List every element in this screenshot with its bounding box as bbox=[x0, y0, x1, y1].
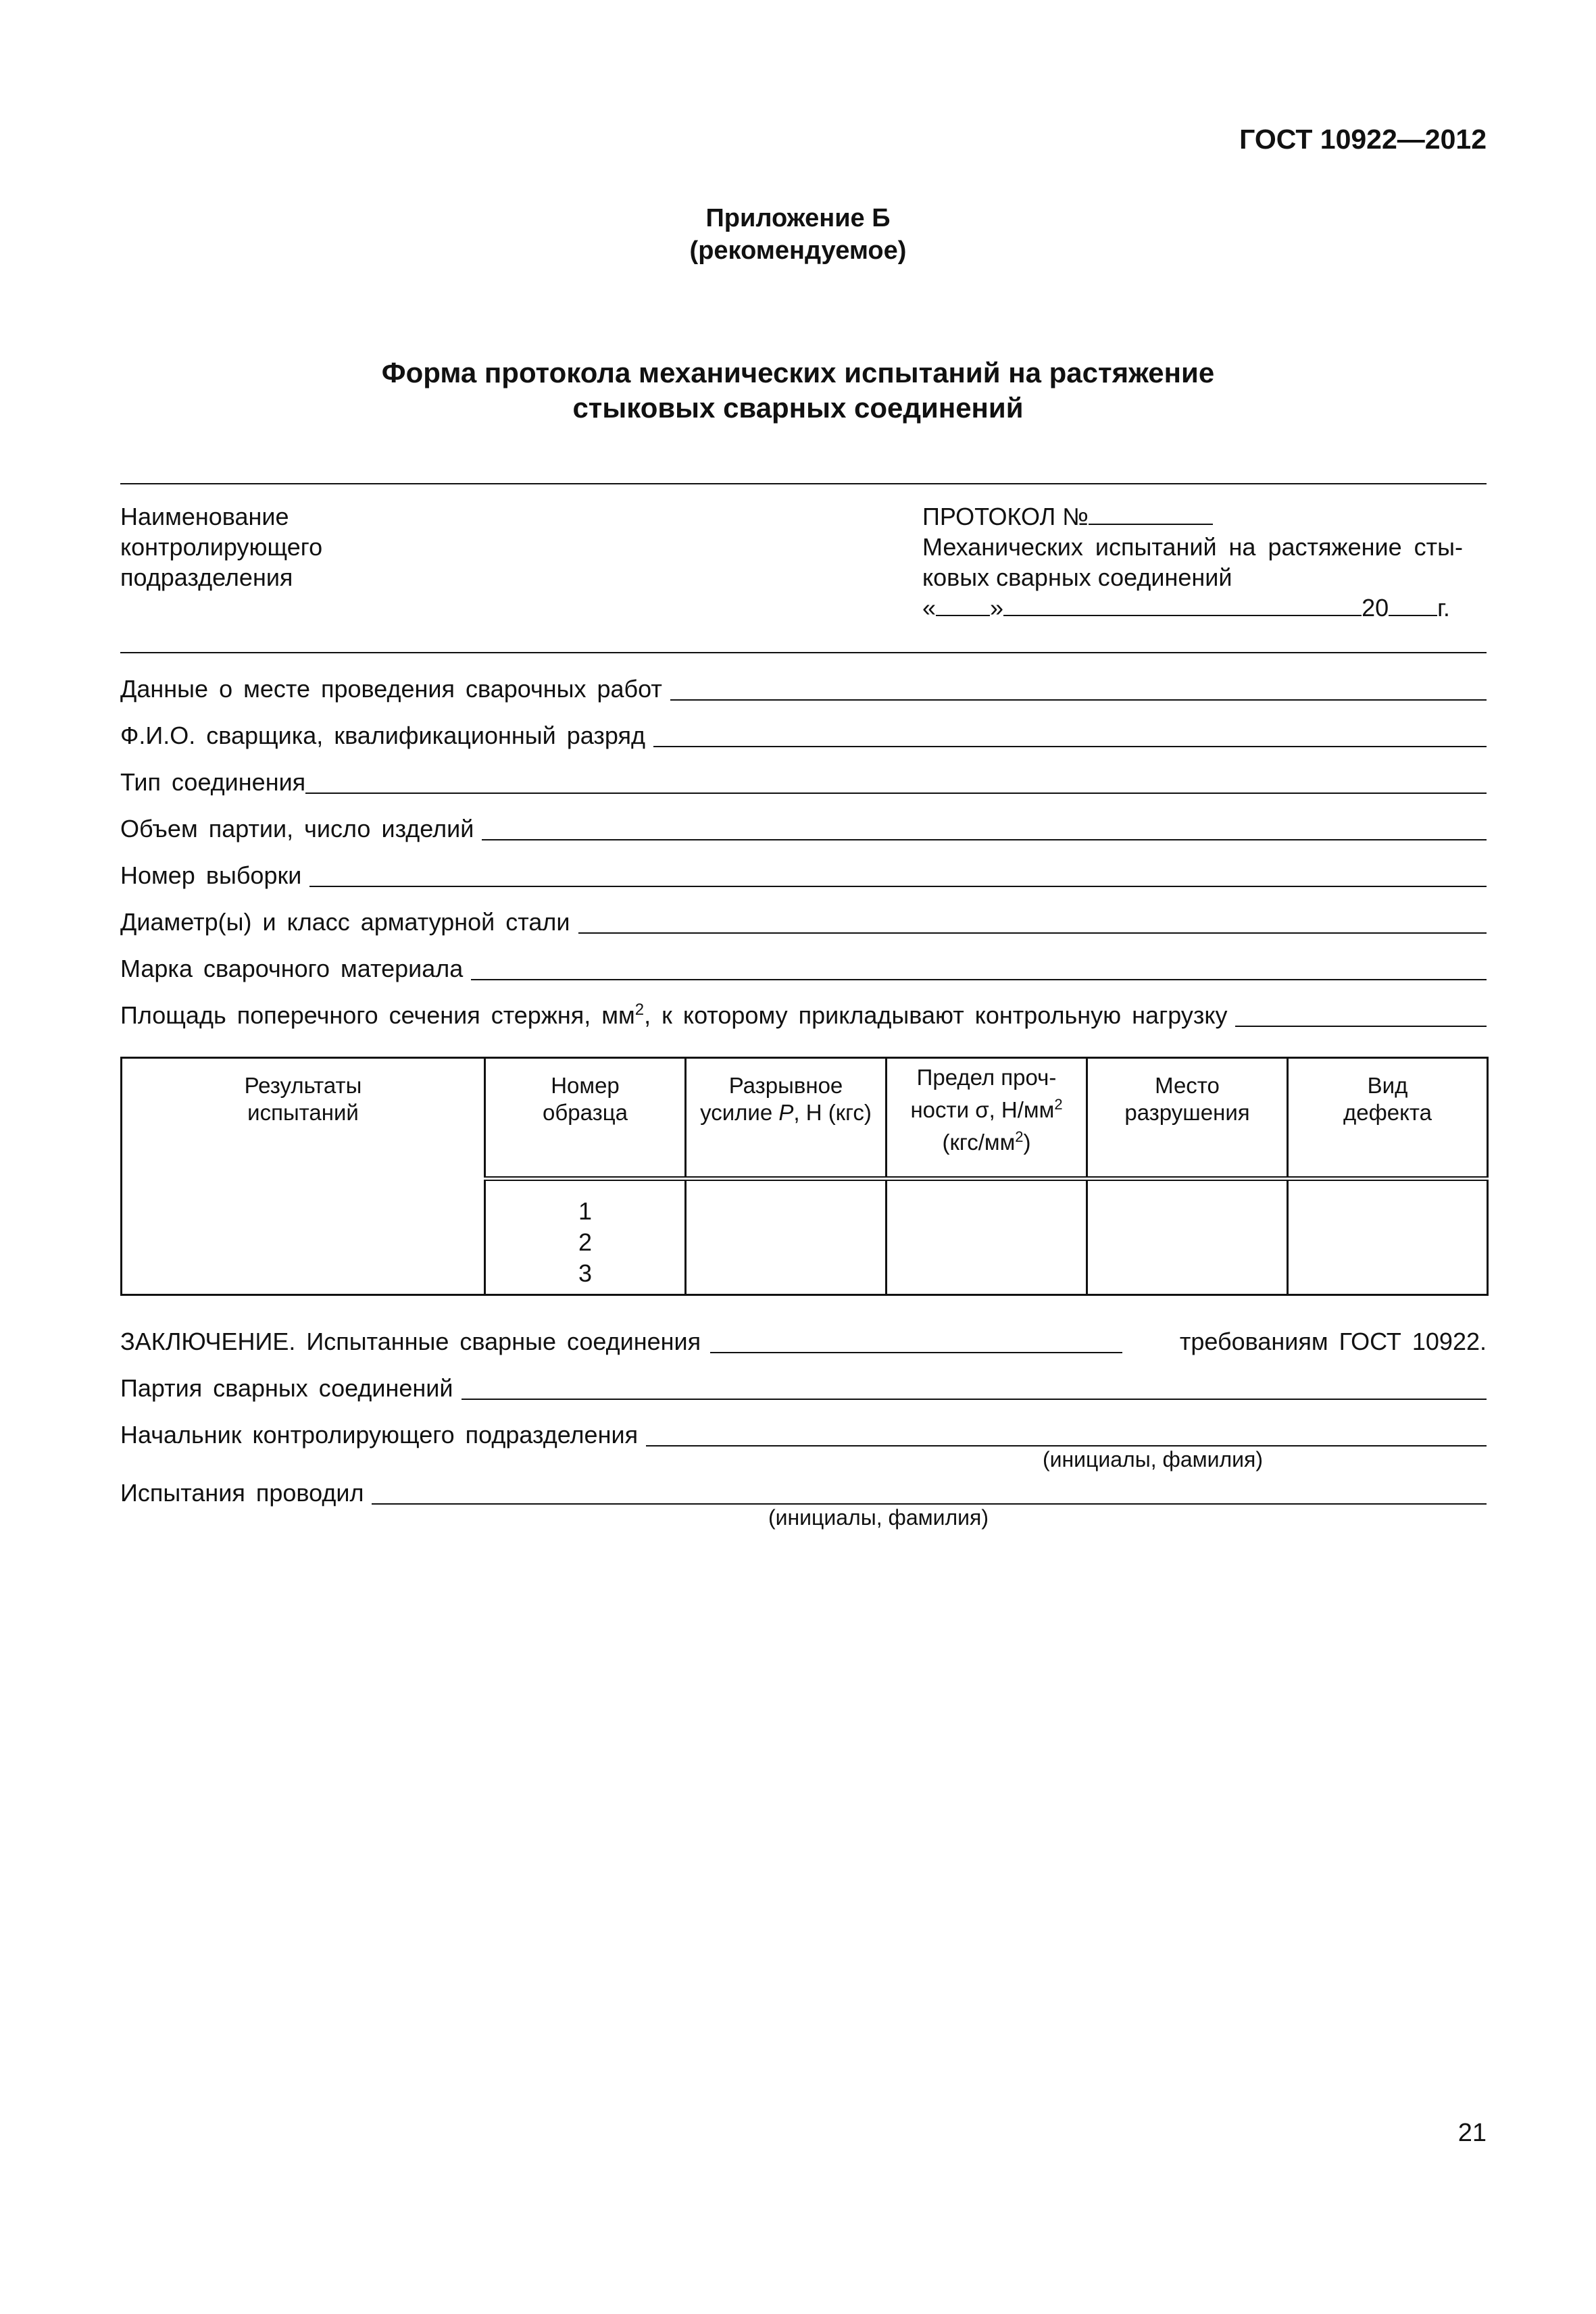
field-sample-no-blank[interactable] bbox=[309, 886, 1487, 887]
protocol-number-blank[interactable] bbox=[1089, 524, 1213, 525]
batch-label: Партия сварных соединений bbox=[120, 1374, 453, 1402]
field-batch-blank[interactable] bbox=[482, 839, 1487, 840]
date-day-blank[interactable] bbox=[936, 615, 990, 616]
field-material-blank[interactable] bbox=[471, 979, 1487, 980]
field-material bbox=[120, 951, 1487, 982]
col-defect-l1: Вид bbox=[1367, 1073, 1408, 1098]
field-batch bbox=[120, 811, 1487, 842]
protocol-subject-line-2: ковых сварных соединений bbox=[922, 563, 1232, 591]
sample-number-2: 2 bbox=[578, 1228, 593, 1256]
field-sample-no bbox=[120, 858, 1487, 889]
field-area-label bbox=[120, 997, 1235, 1029]
col-strength-l3sup: 2 bbox=[1015, 1128, 1024, 1145]
appendix-title: Приложение Б bbox=[705, 204, 891, 232]
field-area-suffix: , к которому прикладывают контрольную нагрузку bbox=[644, 1001, 1228, 1029]
field-material-label: Марка сварочного материала bbox=[120, 955, 464, 982]
batch-blank[interactable] bbox=[462, 1399, 1487, 1400]
org-name-line-2: контролирующего bbox=[120, 533, 323, 561]
date-month-blank[interactable] bbox=[1003, 615, 1362, 616]
sample-numbers-cell bbox=[485, 1179, 686, 1295]
conclusion-prefix: ЗАКЛЮЧЕНИЕ. Испытанные сварные соединения bbox=[120, 1328, 701, 1355]
field-welder bbox=[120, 718, 1487, 749]
col-sample-l2: образца bbox=[543, 1100, 628, 1125]
strength-values-cell[interactable] bbox=[887, 1179, 1087, 1295]
col-location-l2: разрушения bbox=[1124, 1100, 1250, 1125]
form-title-line-2: стыковых сварных соединений bbox=[572, 392, 1024, 424]
chief-initials-caption: (инициалы, фамилия) bbox=[1042, 1447, 1264, 1472]
batch-row bbox=[120, 1371, 1487, 1402]
org-name-line-3: подразделения bbox=[120, 563, 293, 591]
field-area-sup: 2 bbox=[634, 1001, 645, 1019]
col-results-l1: Результаты bbox=[244, 1073, 362, 1098]
col-results-header bbox=[122, 1058, 485, 1295]
col-strength-l2 bbox=[887, 1091, 1086, 1124]
field-welding-place-label: Данные о месте проведения сварочных работ bbox=[120, 675, 662, 703]
col-location-header bbox=[1087, 1058, 1288, 1179]
location-values-cell[interactable] bbox=[1087, 1179, 1288, 1295]
standard-number: ГОСТ 10922—2012 bbox=[1239, 124, 1487, 155]
chief-blank[interactable] bbox=[646, 1445, 1487, 1447]
field-joint-type bbox=[120, 765, 1487, 796]
tester-initials-caption: (инициалы, фамилия) bbox=[768, 1505, 989, 1530]
col-force-l2c: , Н (кгс) bbox=[793, 1100, 872, 1125]
field-area-prefix: Площадь поперечного сечения стержня, мм bbox=[120, 1001, 635, 1029]
sample-number-3: 3 bbox=[578, 1259, 593, 1287]
header-divider bbox=[120, 652, 1487, 653]
col-strength-l2a: ности σ, Н/мм bbox=[910, 1097, 1055, 1122]
chief-row bbox=[120, 1417, 1487, 1449]
field-welding-place bbox=[120, 672, 1487, 703]
col-location-l1: Место bbox=[1155, 1073, 1220, 1098]
appendix-status: (рекомендуемое) bbox=[689, 236, 907, 265]
field-welder-blank[interactable] bbox=[653, 746, 1487, 747]
date-open-quote: « bbox=[922, 594, 937, 622]
page-number: 21 bbox=[1457, 2119, 1487, 2147]
col-sample-l1: Номер bbox=[551, 1073, 620, 1098]
top-divider bbox=[120, 483, 1487, 484]
col-force-symbol: P bbox=[778, 1100, 794, 1125]
field-sample-no-label: Номер выборки bbox=[120, 861, 302, 889]
col-sample-header bbox=[485, 1058, 686, 1179]
col-strength-l2sup: 2 bbox=[1054, 1096, 1063, 1113]
results-table bbox=[120, 1057, 1489, 1296]
org-name-line-1: Наименование bbox=[120, 503, 289, 530]
conclusion-row bbox=[120, 1324, 1487, 1355]
col-force-header bbox=[686, 1058, 887, 1179]
date-year-prefix: 20 bbox=[1362, 594, 1389, 622]
field-joint-type-blank[interactable] bbox=[305, 793, 1487, 794]
protocol-label: ПРОТОКОЛ № bbox=[922, 503, 1089, 530]
field-joint-type-label: Тип соединения bbox=[120, 768, 306, 796]
defect-values-cell[interactable] bbox=[1288, 1179, 1488, 1295]
field-area bbox=[120, 998, 1487, 1029]
col-defect-header bbox=[1288, 1058, 1488, 1179]
field-diameter-label: Диаметр(ы) и класс арматурной стали bbox=[120, 908, 570, 936]
date-close-quote: » bbox=[990, 594, 1004, 622]
date-year-blank[interactable] bbox=[1389, 615, 1437, 616]
col-force-l1: Разрывное bbox=[728, 1073, 843, 1098]
field-area-blank[interactable] bbox=[1235, 1026, 1487, 1027]
conclusion-suffix: требованиям ГОСТ 10922. bbox=[1179, 1328, 1487, 1355]
col-force-l2a: усилие bbox=[700, 1100, 779, 1125]
col-strength-l3a: (кгс/мм bbox=[942, 1130, 1016, 1155]
field-batch-label: Объем партии, число изделий bbox=[120, 815, 474, 842]
protocol-subject-line-1: Механических испытаний на растяжение сты- bbox=[922, 533, 1463, 561]
form-title-line-1: Форма протокола механических испытаний на растяжение bbox=[381, 357, 1215, 388]
protocol-number bbox=[922, 501, 1213, 532]
col-defect-l2: дефекта bbox=[1343, 1100, 1432, 1125]
col-strength-header bbox=[887, 1058, 1087, 1179]
sample-number-1: 1 bbox=[578, 1197, 593, 1225]
field-diameter bbox=[120, 905, 1487, 936]
col-force-l2 bbox=[687, 1099, 885, 1126]
date-year-suffix: г. bbox=[1437, 594, 1450, 622]
force-values-cell[interactable] bbox=[686, 1179, 887, 1295]
col-strength-l1: Предел проч- bbox=[916, 1065, 1057, 1090]
tester-blank[interactable] bbox=[372, 1503, 1487, 1505]
field-welding-place-blank[interactable] bbox=[670, 699, 1487, 701]
tester-row bbox=[120, 1476, 1487, 1507]
protocol-date bbox=[922, 593, 1450, 623]
col-strength-l3b: ) bbox=[1023, 1130, 1031, 1155]
chief-label: Начальник контролирующего подразделения bbox=[120, 1421, 639, 1449]
col-results-l2: испытаний bbox=[247, 1100, 359, 1125]
conclusion-blank[interactable] bbox=[710, 1352, 1122, 1353]
field-diameter-blank[interactable] bbox=[578, 932, 1487, 934]
tester-label: Испытания проводил bbox=[120, 1479, 364, 1507]
field-welder-label: Ф.И.О. сварщика, квалификационный разряд bbox=[120, 722, 645, 749]
col-strength-l3 bbox=[887, 1124, 1086, 1156]
